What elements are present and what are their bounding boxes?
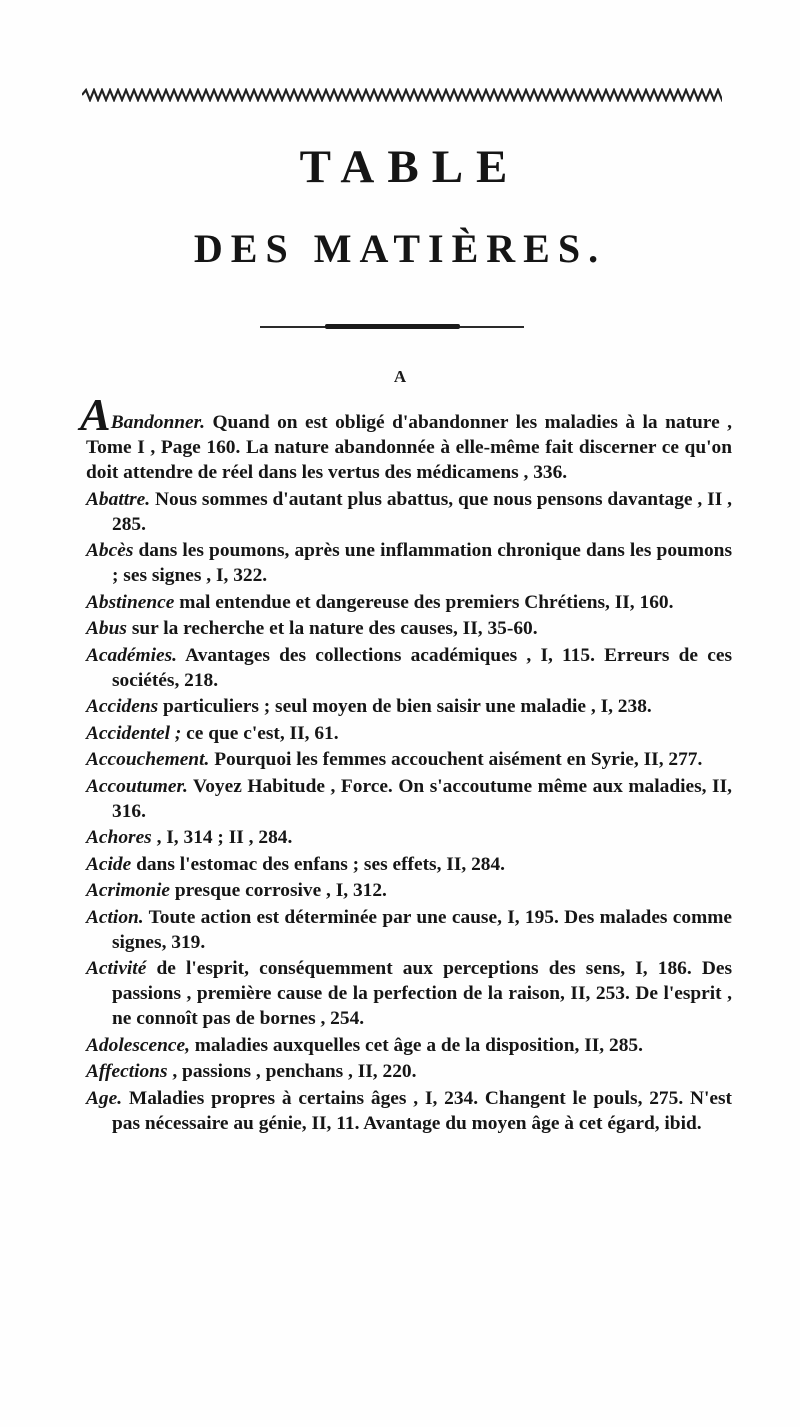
index-entry — [86, 1033, 732, 1058]
entry-text: Pourquoi les femmes accouchent aisément en Syrie, II, 277. — [209, 749, 703, 770]
entry-term: Adolescence, — [86, 1034, 190, 1056]
entry-term: Accidentel ; — [86, 722, 182, 744]
index-entry — [86, 721, 732, 746]
entry-term: Accidens — [86, 696, 159, 717]
entry-text: , I, 314 ; II , 284. — [151, 827, 293, 848]
entry-text: Quand on est obligé d'abandonner les maladies à la nature , Tome I , Page 160. La nature abandonnée à elle-même fait discerner ce qu'on doit attendre de réel dans les vertus des médicamens , 336. — [86, 412, 732, 483]
entry-text: dans l'estomac des enfans ; ses effets, II, 284. — [131, 853, 506, 875]
index-entry — [86, 878, 732, 903]
entry-text: particuliers ; seul moyen de bien saisir une maladie , I, 238. — [158, 696, 652, 717]
entry-text: Maladies propres à certains âges , I, 234. Changent le pouls, 275. N'est pas nécessaire au génie, II, 11. Avantage du moyen âge à cet égard, ibid. — [112, 1087, 732, 1134]
entry-term: Abattre. — [86, 488, 151, 510]
entry-term: Action. — [86, 906, 144, 928]
index-entry — [86, 487, 732, 537]
page-subtitle: DES MATIÈRES. — [193, 226, 607, 271]
index-entries — [80, 389, 732, 1137]
entry-term: Affections — [86, 1061, 168, 1082]
drop-cap: A — [80, 389, 111, 440]
entry-term: Abcès — [86, 540, 134, 561]
index-entry — [86, 643, 732, 693]
entry-text: maladies auxquelles cet âge a de la disposition, II, 285. — [189, 1034, 643, 1056]
entry-term: Abus — [86, 618, 127, 639]
entry-term: Accoutumer. — [86, 775, 188, 797]
entry-term: Bandonner. — [110, 412, 205, 433]
entry-text: Nous sommes d'autant plus abattus, que nous pensons davantage , II , 285. — [112, 488, 732, 535]
index-entry — [86, 694, 732, 719]
index-entry — [86, 538, 732, 588]
index-entry — [80, 389, 732, 485]
page-title: TABLE — [299, 141, 521, 193]
index-entry — [86, 1059, 732, 1084]
entry-text: presque corrosive , I, 312. — [170, 880, 387, 901]
entry-text: Avantages des collections académiques , I, 115. Erreurs de ces sociétés, 218. — [112, 644, 732, 691]
index-entry — [86, 590, 732, 615]
entry-term: Acrimonie — [86, 880, 171, 901]
section-letter: A — [393, 367, 407, 386]
entry-text: dans les poumons, après une inflammation chronique dans les poumons ; ses signes , I, 322. — [112, 540, 732, 586]
entry-text: mal entendue et dangereuse des premiers Chrétiens, II, 160. — [174, 591, 674, 613]
index-entry — [86, 956, 732, 1031]
entry-term: Abstinence — [86, 591, 175, 613]
entry-term: Académies. — [86, 644, 178, 666]
entry-term: Age. — [86, 1087, 123, 1109]
entry-text: Voyez Habitude , Force. On s'accoutume même aux maladies, II, 316. — [112, 775, 732, 822]
index-entry — [86, 905, 732, 955]
index-entry — [86, 825, 732, 850]
entry-text: ce que c'est, II, 61. — [181, 722, 339, 744]
index-entry — [86, 747, 732, 772]
entry-text: sur la recherche et la nature des causes, II, 35-60. — [126, 618, 538, 639]
decorative-border-ornament — [82, 88, 722, 102]
divider-rule-center — [325, 324, 460, 329]
entry-term: Activité — [86, 958, 147, 979]
index-entry — [86, 852, 732, 877]
index-entry — [86, 774, 732, 824]
entry-text: Toute action est déterminée par une cause, I, 195. Des malades comme signes, 319. — [112, 906, 732, 953]
index-entry — [86, 1086, 732, 1136]
entry-term: Acide — [86, 853, 132, 875]
index-entry — [86, 616, 732, 641]
entry-term: Achores — [86, 827, 152, 848]
ornament-zigzag — [82, 90, 722, 100]
entry-text: , passions , penchans , II, 220. — [167, 1061, 417, 1082]
entry-text: de l'esprit, conséquemment aux perceptions des sens, I, 186. Des passions , première cause de la perfection de la raison, II, 253. De l'esprit , ne connoît pas de bornes , 254. — [112, 958, 732, 1029]
entry-term: Accouchement. — [86, 749, 210, 770]
